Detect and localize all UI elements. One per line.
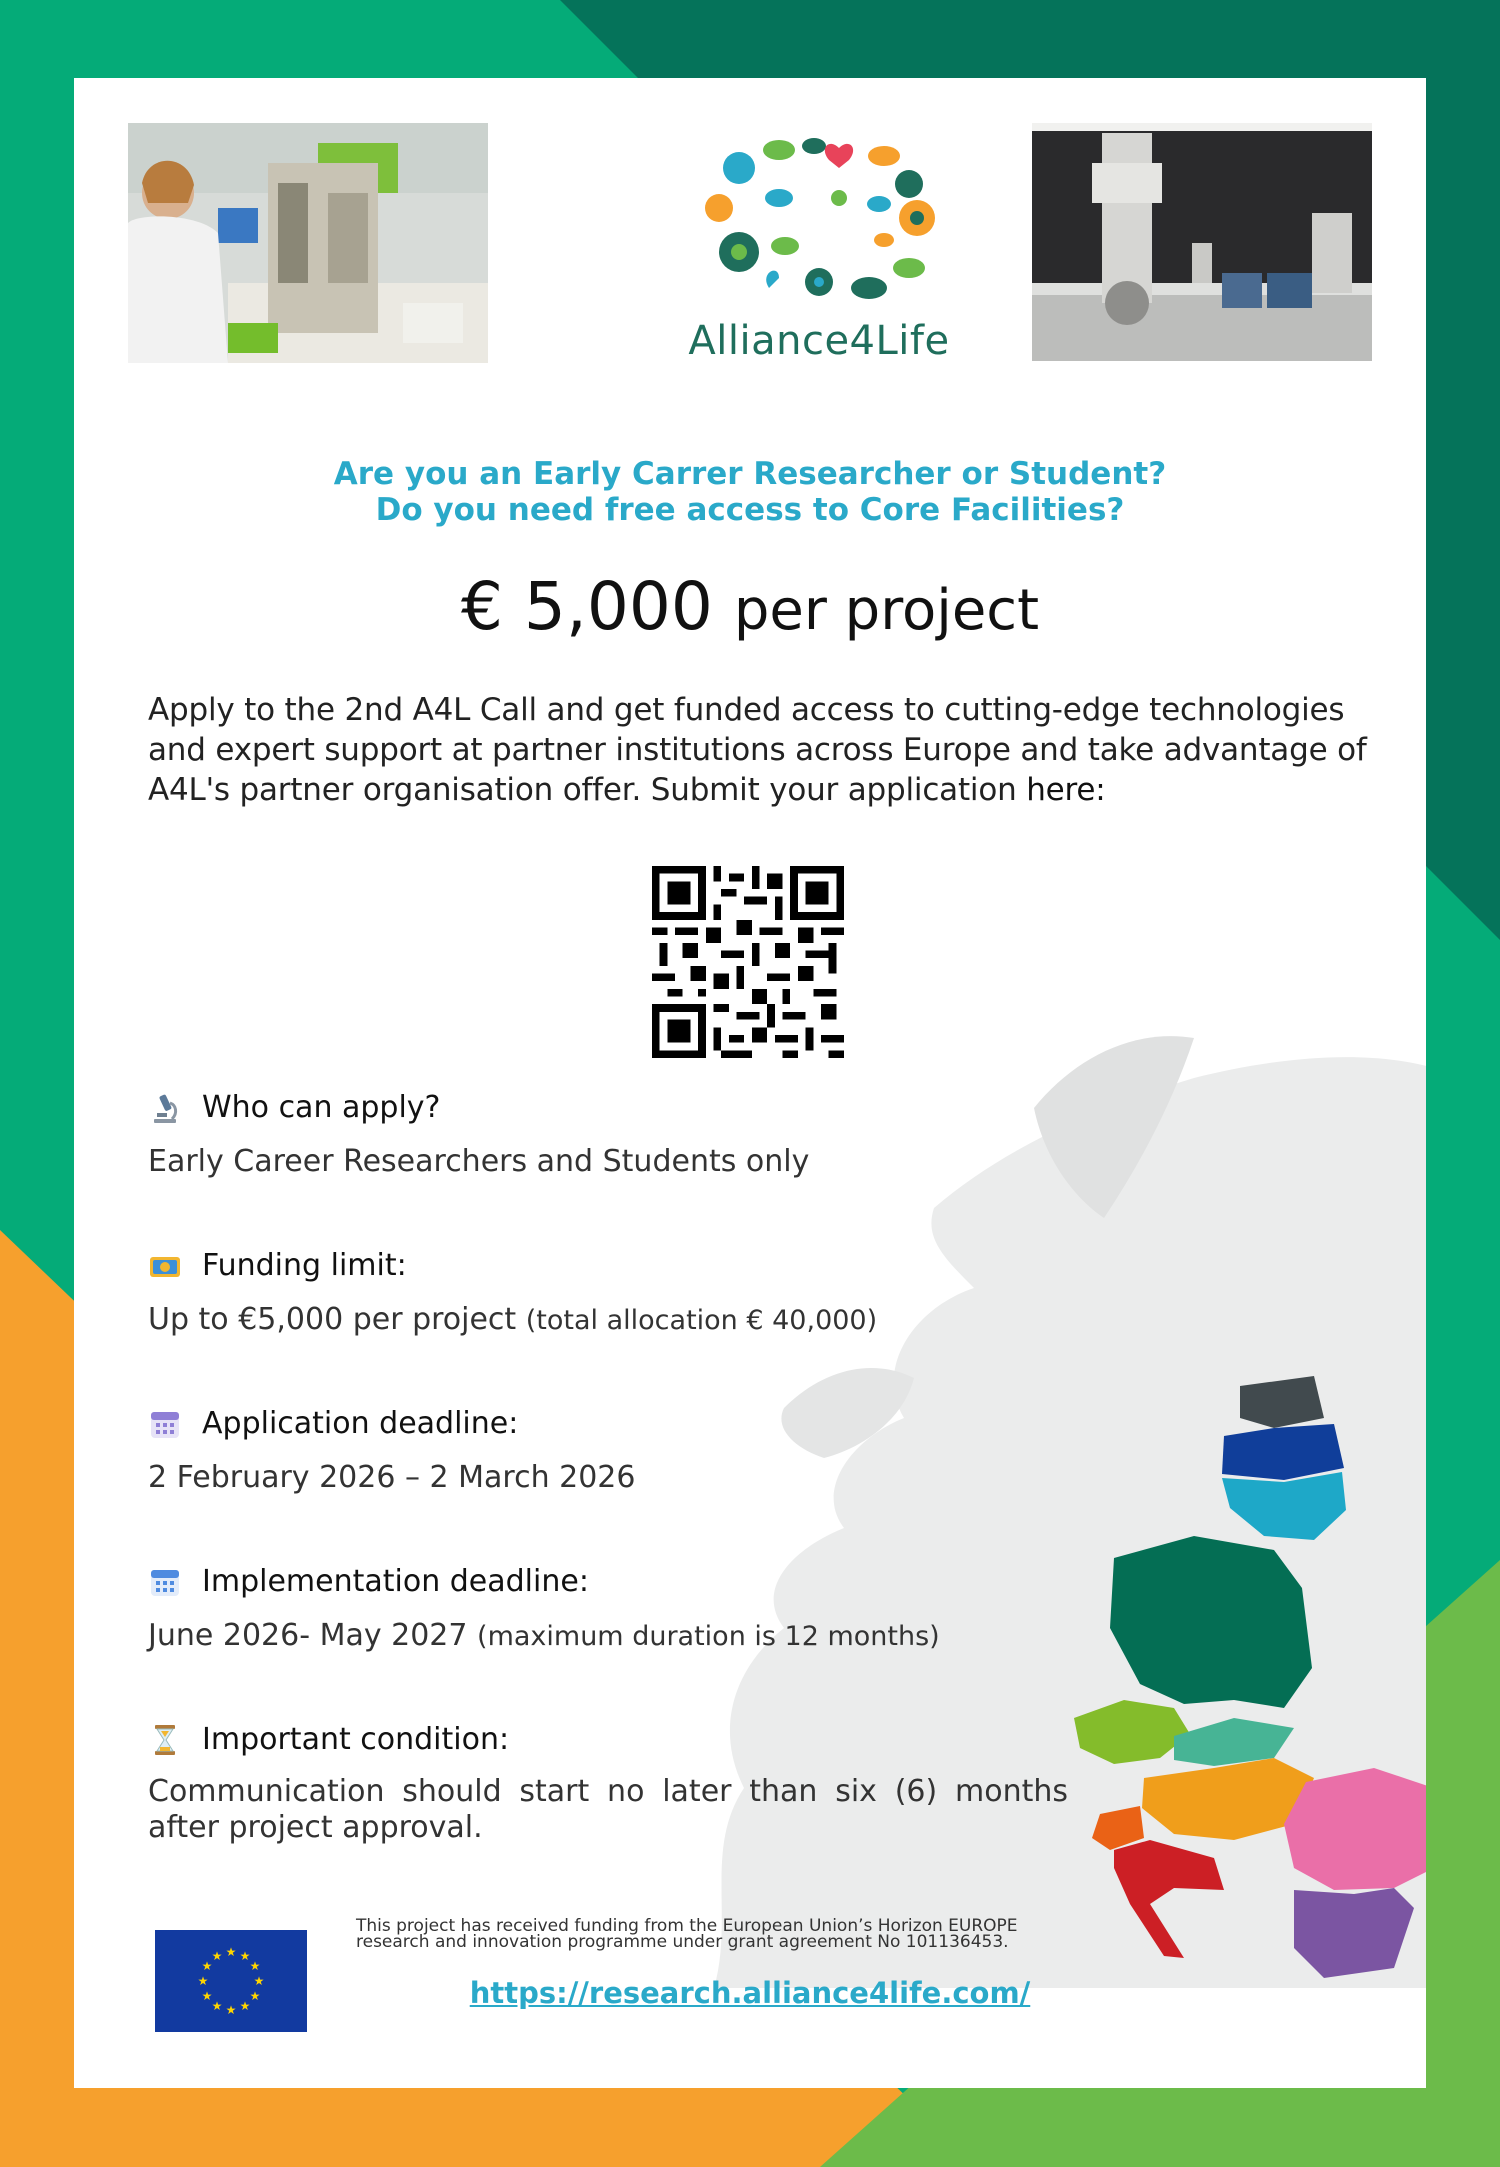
headline-question-1: Are you an Early Carrer Researcher or Student?	[333, 456, 1167, 492]
important-condition-body: Communication should start no later than six (6) months after project approval.	[148, 1774, 1068, 1845]
lab-photo-right	[1032, 123, 1372, 361]
implementation-deadline-body	[148, 1618, 940, 1653]
money-icon	[148, 1249, 182, 1283]
website-link[interactable]: https://research.alliance4life.com/	[469, 1976, 1031, 2010]
funding-limit-title	[148, 1248, 407, 1283]
svg-text:★: ★	[249, 1959, 261, 1973]
funding-limit-value: Up to €5,000 per project	[148, 1302, 517, 1337]
section-title-text: Important condition:	[202, 1722, 510, 1757]
svg-text:★: ★	[225, 1945, 237, 1959]
amount-unit: per project	[733, 578, 1040, 643]
intro-text: Apply to the 2nd A4L Call and get funded access to cutting-edge technologies and expert support at partner institutions across Europe and take advantage of A4L's partner organisation offer. Submit your application	[148, 692, 1367, 808]
section-title-text: Application deadline:	[202, 1406, 519, 1441]
implementation-deadline-title	[148, 1564, 589, 1599]
poster-card	[74, 78, 1426, 2088]
logo-wordmark: Alliance4Life	[688, 318, 950, 364]
application-deadline-title	[148, 1406, 518, 1441]
amount-value: € 5,000	[460, 568, 713, 645]
implementation-note: (maximum duration is 12 months)	[477, 1621, 940, 1652]
funding-line-1: This project has received funding from the European Union’s Horizon EUROPE	[356, 1916, 1018, 1936]
lab-photo-left	[128, 123, 488, 363]
funding-acknowledgement	[356, 1918, 1176, 1950]
svg-text:★: ★	[253, 1974, 265, 1988]
microscope-icon	[148, 1091, 182, 1125]
who-can-apply-title	[148, 1090, 440, 1125]
svg-text:★: ★	[239, 1999, 251, 2013]
funding-amount	[74, 568, 1426, 645]
section-title-text: Implementation deadline:	[202, 1564, 589, 1599]
svg-text:★: ★	[211, 1949, 223, 1963]
svg-text:★: ★	[197, 1974, 209, 1988]
hourglass-icon	[148, 1723, 182, 1757]
apply-here-link[interactable]: here:	[1026, 772, 1106, 808]
funding-limit-body	[148, 1302, 877, 1337]
section-title-text: Funding limit:	[202, 1248, 407, 1283]
calendar-icon	[148, 1565, 182, 1599]
svg-text:★: ★	[239, 1949, 251, 1963]
svg-text:★: ★	[211, 1999, 223, 2013]
intro-paragraph	[148, 690, 1368, 810]
headline-question-2: Do you need free access to Core Facilities?	[375, 492, 1125, 528]
svg-text:★: ★	[225, 2003, 237, 2017]
section-title-text: Who can apply?	[202, 1090, 441, 1125]
calendar-icon	[148, 1407, 182, 1441]
svg-text:★: ★	[201, 1959, 213, 1973]
important-condition-title	[148, 1722, 509, 1757]
application-deadline-body: 2 February 2026 – 2 March 2026	[148, 1460, 636, 1495]
alliance4life-logo	[639, 128, 999, 388]
implementation-period: June 2026- May 2027	[148, 1618, 468, 1653]
qr-code[interactable]	[652, 866, 844, 1058]
svg-text:★: ★	[249, 1989, 261, 2003]
who-can-apply-body: Early Career Researchers and Students only	[148, 1144, 810, 1179]
svg-text:★: ★	[201, 1989, 213, 2003]
funding-limit-note: (total allocation € 40,000)	[525, 1305, 878, 1336]
funding-line-2: research and innovation programme under grant agreement No 101136453.	[356, 1932, 1009, 1952]
